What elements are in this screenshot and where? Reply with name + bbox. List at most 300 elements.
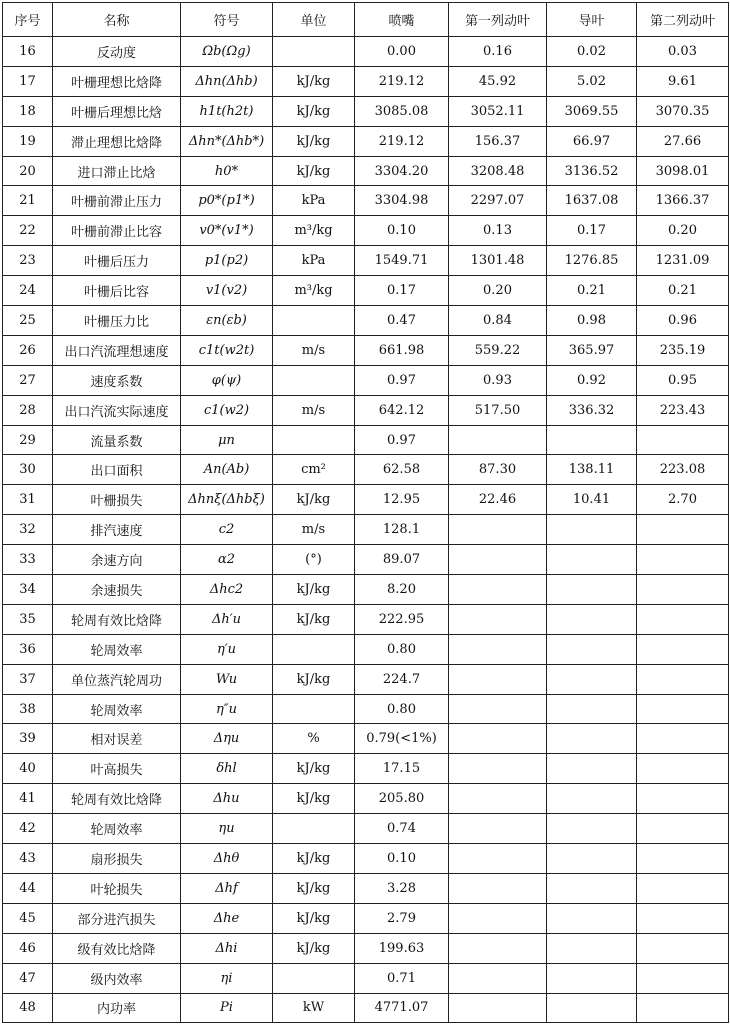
row-second-blade-value: 2.70: [637, 485, 729, 515]
header-name: 名称: [53, 3, 181, 37]
row-first-blade-value: [449, 575, 547, 605]
row-first-blade-value: [449, 844, 547, 874]
table-row: [3, 37, 729, 67]
row-symbol: α2: [181, 545, 273, 575]
row-unit: kJ/kg: [273, 604, 355, 634]
row-symbol: Δhu: [181, 784, 273, 814]
table-row: [3, 604, 729, 634]
header-second-row-blade: 第二列动叶: [637, 3, 729, 37]
row-first-blade-value: 2297.07: [449, 186, 547, 216]
row-first-blade-value: 0.20: [449, 276, 547, 306]
row-unit: m/s: [273, 515, 355, 545]
row-guide-vane-value: 365.97: [547, 335, 637, 365]
row-second-blade-value: 9.61: [637, 66, 729, 96]
row-index: 48: [3, 993, 53, 1023]
row-nozzle-value: 17.15: [355, 754, 449, 784]
row-first-blade-value: 3208.48: [449, 156, 547, 186]
row-index: 28: [3, 395, 53, 425]
row-first-blade-value: [449, 634, 547, 664]
row-unit: kJ/kg: [273, 664, 355, 694]
row-index: 17: [3, 66, 53, 96]
row-guide-vane-value: [547, 634, 637, 664]
row-name: 叶栅前滞止比容: [53, 216, 181, 246]
row-guide-vane-value: [547, 604, 637, 634]
table-row: [3, 784, 729, 814]
row-name: 轮周效率: [53, 694, 181, 724]
row-name: 轮周有效比焓降: [53, 784, 181, 814]
row-second-blade-value: [637, 634, 729, 664]
table-body: [3, 37, 729, 1023]
row-first-blade-value: 0.84: [449, 306, 547, 336]
row-second-blade-value: [637, 724, 729, 754]
row-guide-vane-value: [547, 873, 637, 903]
row-unit: kJ/kg: [273, 66, 355, 96]
row-index: 46: [3, 933, 53, 963]
row-nozzle-value: 62.58: [355, 455, 449, 485]
row-second-blade-value: 0.95: [637, 365, 729, 395]
row-second-blade-value: [637, 784, 729, 814]
row-symbol: An(Ab): [181, 455, 273, 485]
table-row: [3, 664, 729, 694]
row-name: 相对误差: [53, 724, 181, 754]
row-symbol: Δhn*(Δhb*): [181, 126, 273, 156]
row-guide-vane-value: 66.97: [547, 126, 637, 156]
row-guide-vane-value: [547, 515, 637, 545]
row-symbol: Δηu: [181, 724, 273, 754]
row-name: 轮周效率: [53, 814, 181, 844]
header-symbol: 符号: [181, 3, 273, 37]
row-name: 速度系数: [53, 365, 181, 395]
row-symbol: p1(p2): [181, 246, 273, 276]
row-name: 轮周效率: [53, 634, 181, 664]
row-nozzle-value: 0.79(<1%): [355, 724, 449, 754]
table-row: [3, 425, 729, 455]
row-index: 34: [3, 575, 53, 605]
row-symbol: ηu: [181, 814, 273, 844]
row-name: 流量系数: [53, 425, 181, 455]
row-nozzle-value: 128.1: [355, 515, 449, 545]
row-nozzle-value: 205.80: [355, 784, 449, 814]
table-row: [3, 873, 729, 903]
table-row: [3, 66, 729, 96]
row-nozzle-value: 199.63: [355, 933, 449, 963]
table-row: [3, 335, 729, 365]
table-row: [3, 963, 729, 993]
row-name: 叶轮损失: [53, 873, 181, 903]
table-row: [3, 724, 729, 754]
row-second-blade-value: [637, 575, 729, 605]
row-index: 30: [3, 455, 53, 485]
row-second-blade-value: [637, 664, 729, 694]
row-second-blade-value: [637, 963, 729, 993]
row-symbol: v1(v2): [181, 276, 273, 306]
row-second-blade-value: 0.20: [637, 216, 729, 246]
row-second-blade-value: [637, 903, 729, 933]
row-index: 32: [3, 515, 53, 545]
row-name: 内功率: [53, 993, 181, 1023]
row-symbol: c2: [181, 515, 273, 545]
row-unit: kJ/kg: [273, 96, 355, 126]
row-index: 39: [3, 724, 53, 754]
row-symbol: Δh′u: [181, 604, 273, 634]
row-index: 27: [3, 365, 53, 395]
row-symbol: c1(w2): [181, 395, 273, 425]
row-guide-vane-value: [547, 545, 637, 575]
row-unit: kJ/kg: [273, 873, 355, 903]
row-second-blade-value: 223.43: [637, 395, 729, 425]
table-row: [3, 814, 729, 844]
row-nozzle-value: 0.97: [355, 365, 449, 395]
row-symbol: Δhc2: [181, 575, 273, 605]
table-row: [3, 186, 729, 216]
header-first-row-blade: 第一列动叶: [449, 3, 547, 37]
table-row: [3, 365, 729, 395]
row-name: 进口滞止比焓: [53, 156, 181, 186]
row-first-blade-value: 87.30: [449, 455, 547, 485]
table-row: [3, 634, 729, 664]
table-row: [3, 844, 729, 874]
row-unit: [273, 425, 355, 455]
row-nozzle-value: 224.7: [355, 664, 449, 694]
row-unit: kJ/kg: [273, 575, 355, 605]
row-first-blade-value: [449, 604, 547, 634]
row-second-blade-value: [637, 754, 729, 784]
row-symbol: Wu: [181, 664, 273, 694]
row-symbol: δhl: [181, 754, 273, 784]
row-unit: kJ/kg: [273, 903, 355, 933]
row-symbol: Δhθ: [181, 844, 273, 874]
row-second-blade-value: 1366.37: [637, 186, 729, 216]
row-name: 出口汽流实际速度: [53, 395, 181, 425]
table-row: [3, 276, 729, 306]
row-second-blade-value: 0.96: [637, 306, 729, 336]
row-second-blade-value: [637, 604, 729, 634]
header-nozzle: 喷嘴: [355, 3, 449, 37]
row-index: 21: [3, 186, 53, 216]
row-index: 22: [3, 216, 53, 246]
row-nozzle-value: 661.98: [355, 335, 449, 365]
row-index: 44: [3, 873, 53, 903]
row-nozzle-value: 0.47: [355, 306, 449, 336]
row-symbol: η′u: [181, 634, 273, 664]
row-symbol: η″u: [181, 694, 273, 724]
row-index: 45: [3, 903, 53, 933]
row-nozzle-value: 642.12: [355, 395, 449, 425]
row-guide-vane-value: [547, 844, 637, 874]
row-index: 19: [3, 126, 53, 156]
row-first-blade-value: 0.13: [449, 216, 547, 246]
row-symbol: μn: [181, 425, 273, 455]
row-index: 35: [3, 604, 53, 634]
row-name: 叶栅后理想比焓: [53, 96, 181, 126]
row-name: 扇形损失: [53, 844, 181, 874]
row-second-blade-value: [637, 425, 729, 455]
row-unit: kJ/kg: [273, 485, 355, 515]
row-guide-vane-value: 336.32: [547, 395, 637, 425]
table-row: [3, 903, 729, 933]
row-first-blade-value: 45.92: [449, 66, 547, 96]
row-name: 叶栅前滞止压力: [53, 186, 181, 216]
row-symbol: Δhn(Δhb): [181, 66, 273, 96]
row-index: 29: [3, 425, 53, 455]
row-first-blade-value: 22.46: [449, 485, 547, 515]
row-nozzle-value: 3304.20: [355, 156, 449, 186]
row-index: 16: [3, 37, 53, 67]
row-second-blade-value: 3070.35: [637, 96, 729, 126]
row-index: 37: [3, 664, 53, 694]
row-nozzle-value: 0.00: [355, 37, 449, 67]
row-index: 36: [3, 634, 53, 664]
row-name: 余速方向: [53, 545, 181, 575]
row-second-blade-value: [637, 545, 729, 575]
row-guide-vane-value: 5.02: [547, 66, 637, 96]
row-unit: %: [273, 724, 355, 754]
row-unit: [273, 694, 355, 724]
row-nozzle-value: 0.97: [355, 425, 449, 455]
row-name: 级有效比焓降: [53, 933, 181, 963]
row-symbol: Δhe: [181, 903, 273, 933]
row-guide-vane-value: 0.17: [547, 216, 637, 246]
row-unit: kJ/kg: [273, 844, 355, 874]
row-unit: [273, 814, 355, 844]
row-nozzle-value: 0.17: [355, 276, 449, 306]
row-nozzle-value: 0.10: [355, 844, 449, 874]
row-second-blade-value: [637, 873, 729, 903]
row-guide-vane-value: [547, 814, 637, 844]
row-symbol: Δhi: [181, 933, 273, 963]
row-first-blade-value: 0.16: [449, 37, 547, 67]
row-index: 38: [3, 694, 53, 724]
table-row: [3, 694, 729, 724]
row-unit: [273, 365, 355, 395]
row-unit: m³/kg: [273, 216, 355, 246]
row-second-blade-value: [637, 993, 729, 1023]
row-guide-vane-value: 0.98: [547, 306, 637, 336]
row-symbol: h0*: [181, 156, 273, 186]
row-unit: m³/kg: [273, 276, 355, 306]
row-index: 43: [3, 844, 53, 874]
row-index: 33: [3, 545, 53, 575]
row-nozzle-value: 4771.07: [355, 993, 449, 1023]
table-row: [3, 246, 729, 276]
row-name: 轮周有效比焓降: [53, 604, 181, 634]
row-first-blade-value: 517.50: [449, 395, 547, 425]
row-unit: (°): [273, 545, 355, 575]
row-guide-vane-value: [547, 664, 637, 694]
row-second-blade-value: [637, 814, 729, 844]
row-nozzle-value: 0.71: [355, 963, 449, 993]
row-guide-vane-value: [547, 724, 637, 754]
row-guide-vane-value: [547, 694, 637, 724]
row-first-blade-value: [449, 694, 547, 724]
row-index: 18: [3, 96, 53, 126]
row-second-blade-value: 0.03: [637, 37, 729, 67]
row-nozzle-value: 89.07: [355, 545, 449, 575]
row-index: 41: [3, 784, 53, 814]
row-nozzle-value: 0.80: [355, 694, 449, 724]
row-first-blade-value: [449, 425, 547, 455]
row-name: 部分进汽损失: [53, 903, 181, 933]
row-first-blade-value: [449, 903, 547, 933]
table-header-row: [3, 3, 729, 37]
row-second-blade-value: 0.21: [637, 276, 729, 306]
row-unit: kPa: [273, 186, 355, 216]
row-guide-vane-value: [547, 933, 637, 963]
row-name: 叶栅压力比: [53, 306, 181, 336]
row-nozzle-value: 219.12: [355, 66, 449, 96]
row-unit: [273, 306, 355, 336]
row-unit: kJ/kg: [273, 933, 355, 963]
row-first-blade-value: [449, 515, 547, 545]
row-guide-vane-value: [547, 575, 637, 605]
row-unit: kJ/kg: [273, 784, 355, 814]
row-unit: [273, 37, 355, 67]
row-symbol: Pi: [181, 993, 273, 1023]
table-row: [3, 575, 729, 605]
row-first-blade-value: [449, 754, 547, 784]
row-first-blade-value: [449, 724, 547, 754]
row-unit: [273, 634, 355, 664]
header-unit: 单位: [273, 3, 355, 37]
row-second-blade-value: [637, 933, 729, 963]
table-row: [3, 455, 729, 485]
row-nozzle-value: 8.20: [355, 575, 449, 605]
row-name: 叶高损失: [53, 754, 181, 784]
row-unit: m/s: [273, 335, 355, 365]
row-guide-vane-value: [547, 993, 637, 1023]
row-guide-vane-value: [547, 425, 637, 455]
row-symbol: φ(ψ): [181, 365, 273, 395]
row-nozzle-value: 0.80: [355, 634, 449, 664]
row-first-blade-value: [449, 784, 547, 814]
row-first-blade-value: 156.37: [449, 126, 547, 156]
row-name: 单位蒸汽轮周功: [53, 664, 181, 694]
row-name: 叶栅后比容: [53, 276, 181, 306]
row-guide-vane-value: 3069.55: [547, 96, 637, 126]
row-symbol: v0*(v1*): [181, 216, 273, 246]
row-index: 24: [3, 276, 53, 306]
row-index: 23: [3, 246, 53, 276]
row-nozzle-value: 12.95: [355, 485, 449, 515]
row-symbol: ηi: [181, 963, 273, 993]
row-name: 叶栅后压力: [53, 246, 181, 276]
row-guide-vane-value: 10.41: [547, 485, 637, 515]
table-row: [3, 126, 729, 156]
table-row: [3, 545, 729, 575]
row-first-blade-value: [449, 993, 547, 1023]
row-unit: kJ/kg: [273, 126, 355, 156]
row-first-blade-value: [449, 933, 547, 963]
stage-calculation-table: [2, 2, 729, 1023]
row-guide-vane-value: 0.21: [547, 276, 637, 306]
row-index: 31: [3, 485, 53, 515]
row-guide-vane-value: [547, 963, 637, 993]
row-index: 26: [3, 335, 53, 365]
row-unit: kW: [273, 993, 355, 1023]
row-name: 出口汽流理想速度: [53, 335, 181, 365]
row-symbol: Δhf: [181, 873, 273, 903]
row-index: 42: [3, 814, 53, 844]
table-row: [3, 216, 729, 246]
table-row: [3, 515, 729, 545]
row-index: 47: [3, 963, 53, 993]
row-name: 叶栅理想比焓降: [53, 66, 181, 96]
row-first-blade-value: 0.93: [449, 365, 547, 395]
row-name: 排汽速度: [53, 515, 181, 545]
row-guide-vane-value: 3136.52: [547, 156, 637, 186]
row-name: 滞止理想比焓降: [53, 126, 181, 156]
row-first-blade-value: [449, 814, 547, 844]
row-first-blade-value: [449, 664, 547, 694]
row-index: 20: [3, 156, 53, 186]
row-second-blade-value: 1231.09: [637, 246, 729, 276]
row-guide-vane-value: [547, 784, 637, 814]
row-unit: kJ/kg: [273, 754, 355, 784]
row-first-blade-value: 3052.11: [449, 96, 547, 126]
table-row: [3, 993, 729, 1023]
row-second-blade-value: 235.19: [637, 335, 729, 365]
row-symbol: c1t(w2t): [181, 335, 273, 365]
row-nozzle-value: 222.95: [355, 604, 449, 634]
row-second-blade-value: [637, 844, 729, 874]
row-guide-vane-value: 0.02: [547, 37, 637, 67]
row-symbol: εn(εb): [181, 306, 273, 336]
row-guide-vane-value: 1276.85: [547, 246, 637, 276]
row-second-blade-value: 223.08: [637, 455, 729, 485]
row-nozzle-value: 0.10: [355, 216, 449, 246]
row-unit: kJ/kg: [273, 156, 355, 186]
row-guide-vane-value: 1637.08: [547, 186, 637, 216]
row-symbol: Ωb(Ωg): [181, 37, 273, 67]
row-unit: m/s: [273, 395, 355, 425]
row-index: 25: [3, 306, 53, 336]
row-name: 叶栅损失: [53, 485, 181, 515]
row-symbol: h1t(h2t): [181, 96, 273, 126]
row-index: 40: [3, 754, 53, 784]
row-second-blade-value: 27.66: [637, 126, 729, 156]
row-guide-vane-value: 0.92: [547, 365, 637, 395]
row-nozzle-value: 0.74: [355, 814, 449, 844]
row-guide-vane-value: 138.11: [547, 455, 637, 485]
row-nozzle-value: 2.79: [355, 903, 449, 933]
row-nozzle-value: 219.12: [355, 126, 449, 156]
table-row: [3, 156, 729, 186]
table-row: [3, 306, 729, 336]
row-unit: [273, 963, 355, 993]
row-first-blade-value: [449, 963, 547, 993]
row-second-blade-value: [637, 515, 729, 545]
row-second-blade-value: 3098.01: [637, 156, 729, 186]
row-name: 反动度: [53, 37, 181, 67]
row-name: 级内效率: [53, 963, 181, 993]
row-symbol: p0*(p1*): [181, 186, 273, 216]
row-name: 出口面积: [53, 455, 181, 485]
row-first-blade-value: [449, 545, 547, 575]
row-nozzle-value: 3.28: [355, 873, 449, 903]
row-first-blade-value: 1301.48: [449, 246, 547, 276]
row-nozzle-value: 1549.71: [355, 246, 449, 276]
row-guide-vane-value: [547, 903, 637, 933]
row-unit: cm²: [273, 455, 355, 485]
row-first-blade-value: 559.22: [449, 335, 547, 365]
table-row: [3, 754, 729, 784]
row-name: 余速损失: [53, 575, 181, 605]
header-index: 序号: [3, 3, 53, 37]
row-second-blade-value: [637, 694, 729, 724]
row-nozzle-value: 3304.98: [355, 186, 449, 216]
table-row: [3, 395, 729, 425]
row-symbol: Δhnξ(Δhbξ): [181, 485, 273, 515]
